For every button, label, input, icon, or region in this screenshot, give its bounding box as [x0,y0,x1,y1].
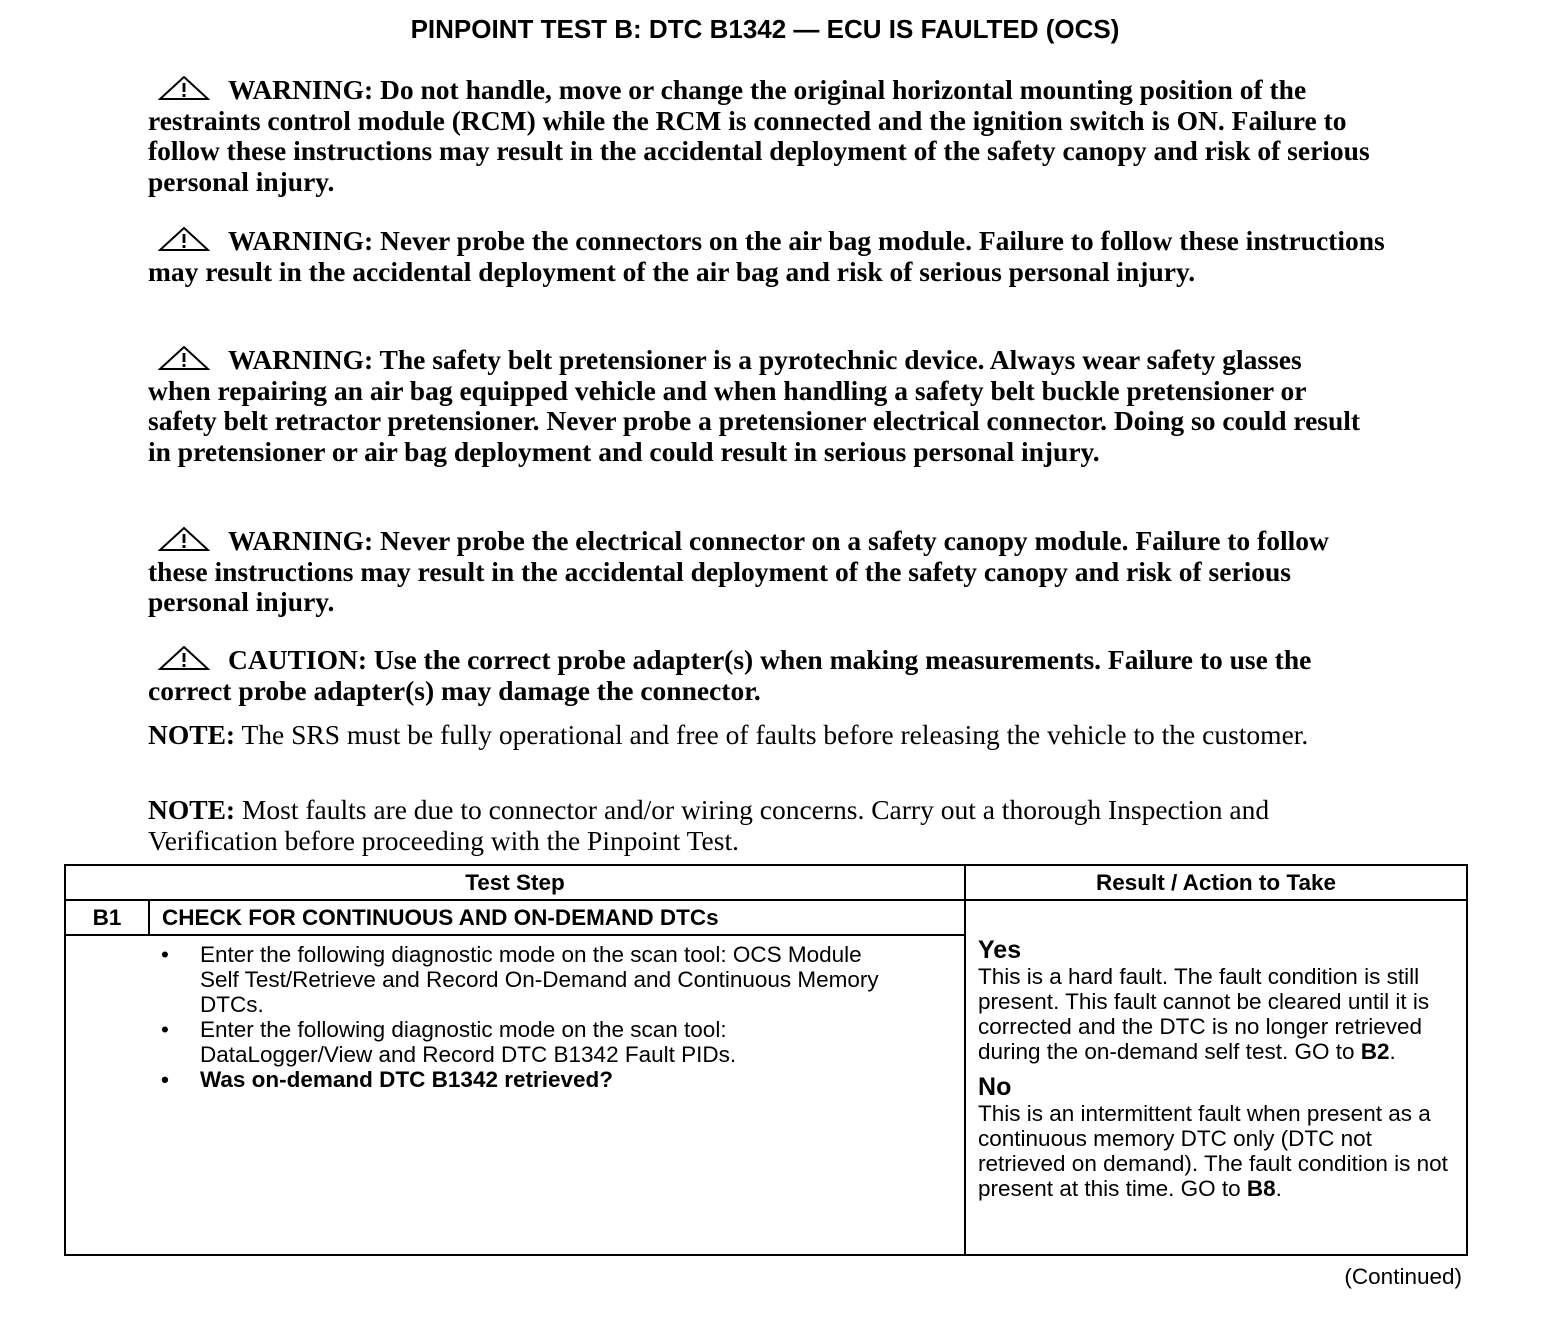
step-instructions [65,935,965,1255]
goto-link[interactable]: B8 [1246,1176,1276,1201]
note-text: Most faults are due to connector and/or wiring concerns. Carry out a thorough Inspection and Verification before proceeding with the Pinpoint Test. [148,794,1270,856]
note-faults [148,795,1388,856]
header-result: Result / Action to Take [965,865,1467,900]
warning-text: WARNING: Do not handle, move or change the original horizontal mounting position of the restraints control module (RCM) while the RCM is connected and the ignition switch is ON. Failure to follow these instructions may result in the accidental deployment of the safety canopy and risk of serious personal injury. [148,74,1370,197]
list-item: • Enter the following diagnostic mode on the scan tool: OCS Module Self Test/Retrieve and Record On-Demand and Continuous Memory DTCs. [66,942,964,1017]
warning-pretensioner [148,345,1363,467]
caution-probe-adapter [148,645,1388,706]
warning-text: WARNING: Never probe the connectors on the air bag module. Failure to follow these instructions may result in the accidental deployment of the air bag and risk of serious personal injury. [148,225,1385,287]
table-header-row [65,865,1467,900]
warning-triangle-icon [158,527,210,551]
note-label: NOTE: [148,719,236,750]
result-no-text: This is an intermittent fault when present as a continuous memory DTC only (DTC not retrieved on demand). The fault condition is not present at this time. GO to B8. [978,1101,1448,1201]
note-text: The SRS must be fully operational and free of faults before releasing the vehicle to the customer. [235,719,1309,750]
goto-link[interactable]: B2 [1360,1039,1390,1064]
warning-text: WARNING: Never probe the electrical connector on a safety canopy module. Failure to follow these instructions may result in the accidental deployment of the safety canopy and risk of serious personal injury. [148,525,1329,617]
list-item-question: • Was on-demand DTC B1342 retrieved? [66,1067,964,1092]
list-item: • Enter the following diagnostic mode on the scan tool: DataLogger/View and Record DTC B1342 Fault PIDs. [66,1017,964,1067]
warning-triangle-icon [158,76,210,100]
warning-triangle-icon [158,227,210,251]
warning-safety-canopy [148,526,1388,618]
warning-triangle-icon [158,346,210,370]
note-srs [148,720,1388,751]
step-title-row [65,900,1467,935]
warning-airbag-connectors [148,226,1388,287]
caution-text: CAUTION: Use the correct probe adapter(s) when making measurements. Failure to use the correct probe adapter(s) may damage the connector. [148,644,1312,706]
result-yes-text: This is a hard fault. The fault condition is still present. This fault cannot be cleared until it is corrected and the DTC is no longer retrieved during the on-demand self test. GO to B2. [978,964,1430,1064]
page-title: PINPOINT TEST B: DTC B1342 — ECU IS FAULTED (OCS) [410,14,1120,44]
header-test-step: Test Step [65,865,965,900]
note-label: NOTE: [148,794,236,825]
result-yes-label: Yes [978,936,1022,964]
pinpoint-test-table [64,864,1468,1256]
warning-triangle-icon [158,646,210,670]
step-id: B1 [65,900,149,935]
step-title: CHECK FOR CONTINUOUS AND ON-DEMAND DTCs [149,900,965,935]
result-no-label: No [978,1073,1012,1101]
warning-rcm-mounting [148,75,1388,197]
result-cell [965,900,1467,1255]
continued-label: (Continued) [1344,1264,1462,1289]
warning-text: WARNING: The safety belt pretensioner is a pyrotechnic device. Always wear safety glasses when repairing an air bag equipped vehicle and when handling a safety belt buckle pretensioner or safety belt retractor pretensioner. Never probe a pretensioner electrical connector. Doing so could result in pretensioner or air bag deployment and could result in serious personal injury. [148,344,1361,467]
